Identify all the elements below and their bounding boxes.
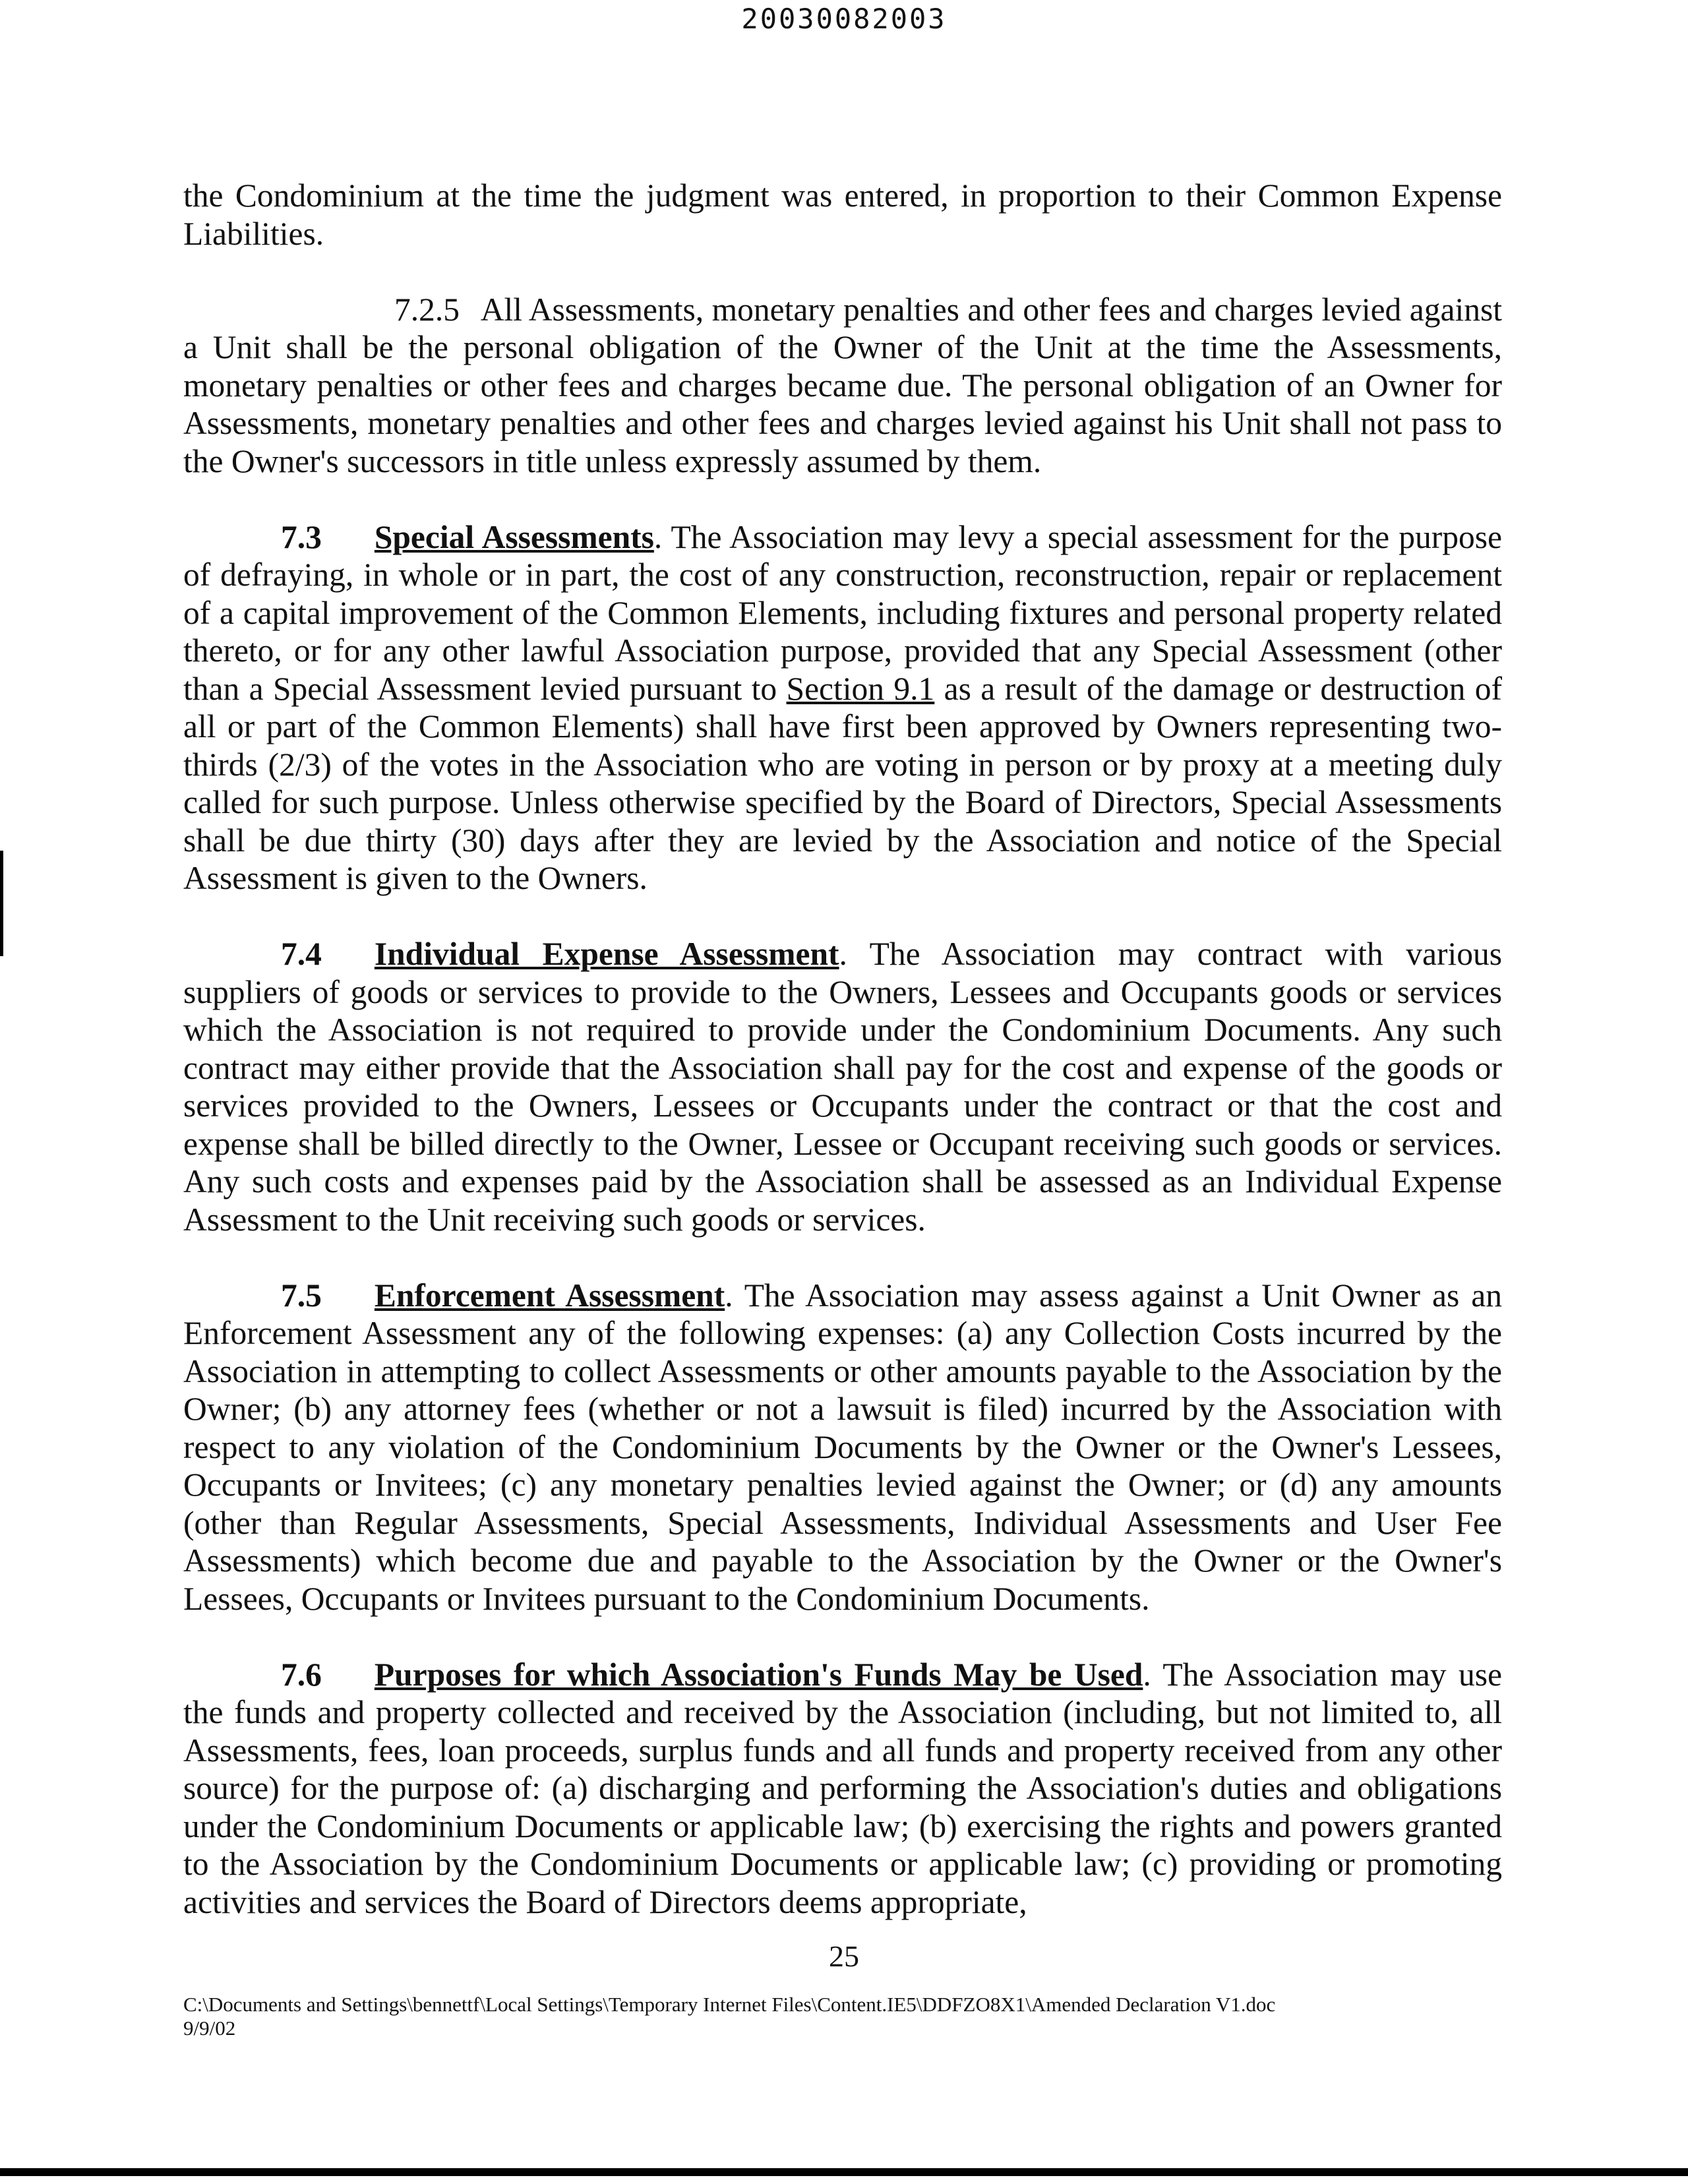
document-number: 20030082003 [741, 3, 947, 35]
section-7-3 [183, 518, 1502, 897]
section-number: 7.6 [281, 1656, 322, 1693]
section-number: 7.3 [281, 518, 322, 555]
scan-edge-mark [0, 851, 3, 956]
page-number: 25 [829, 1939, 859, 1973]
paragraph-text: . The Association may assess against a Unit Owner as an Enforcement Assessment any of the following expenses: (a) any Collection Costs incurred by the Association in attempting to collect Assessments or other amounts payable to the Association by the Owner; (b) any attorney fees (whether or not a lawsuit is filed) incurred by the Association with respect to any violation of the Condominium Documents by the Owner or the Owner's Lessees, Occupants or Invitees; (c) any monetary penalties levied against the Owner; or (d) any amounts (other than Regular Assessments, Special Assessments, Individual Assessments and User Fee Assessments) which become due and payable to the Association by the Owner or the Owner's Lessees, Occupants or Invitees pursuant to the Condominium Documents. [183, 1277, 1502, 1617]
section-heading: Enforcement Assessment [374, 1277, 725, 1314]
footer-date: 9/9/02 [183, 2017, 236, 2040]
scan-bottom-border [0, 2168, 1688, 2176]
paragraph-continuation [183, 177, 1502, 253]
section-heading: Special Assessments [374, 518, 654, 555]
section-reference: Section 9.1 [786, 670, 935, 707]
footer-file-path: C:\Documents and Settings\bennettf\Local Settings\Temporary Internet Files\Content.IE5\DDFZO8X1\Amended Declaration V1.doc [183, 1993, 1276, 2016]
paragraph-text: . The Association may use the funds and property collected and received by the Association (including, but not limited to, all Assessments, fees, loan proceeds, surplus funds and all funds and property received from any other source) for the purpose of: (a) discharging and performing the Association's duties and obligations under the Condominium Documents or applicable law; (b) exercising the rights and powers granted to the Association by the Condominium Documents or applicable law; (c) providing or promoting activities and services the Board of Directors deems appropriate, [183, 1656, 1502, 1920]
section-heading: Individual Expense Assessment [374, 936, 839, 972]
subsection-number: 7.2.5 [394, 291, 460, 328]
section-7-5 [183, 1277, 1502, 1618]
section-7-4 [183, 935, 1502, 1238]
paragraph-text: All Assessments, monetary penalties and other fees and charges levied against a Unit shall be the personal obligation of the Owner of the Unit at the time the Assessments, monetary penalties or other fees and charges became due. The personal obligation of an Owner for Assessments, monetary penalties and other fees and charges levied against his Unit shall not pass to the Owner's successors in title unless expressly assumed by them. [183, 291, 1502, 479]
paragraph-7-2-5 [183, 291, 1502, 481]
section-number: 7.4 [281, 936, 322, 972]
section-7-6 [183, 1656, 1502, 1922]
document-body [183, 177, 1502, 1959]
paragraph-text: as a result of the damage or destruction of all or part of the Common Elements) shall have first been approved by Owners representing two-thirds (2/3) of the votes in the Association who are voting in person or by proxy at a meeting duly called for such purpose. Unless otherwise specified by the Board of Directors, Special Assessments shall be due thirty (30) days after they are levied by the Association and notice of the Special Assessment is given to the Owners. [183, 670, 1503, 896]
section-number: 7.5 [281, 1277, 322, 1314]
section-heading: Purposes for which Association's Funds May be Used [374, 1656, 1143, 1693]
paragraph-text: . The Association may contract with various suppliers of goods or services to provide to the Owners, Lessees and Occupants goods or services which the Association is not required to provide under the Condominium Documents. Any such contract may either provide that the Association shall pay for the cost and expense of the goods or services provided to the Owners, Lessees or Occupants under the contract or that the cost and expense shall be billed directly to the Owner, Lessee or Occupant receiving such goods or services. Any such costs and expenses paid by the Association shall be assessed as an Individual Expense Assessment to the Unit receiving such goods or services. [183, 936, 1502, 1238]
paragraph-text: . The Association may levy a special assessment for the purpose of defraying, in whole or in part, the cost of any construction, reconstruction, repair or replacement of a capital improvement of the Common Elements, including fixtures and personal property related thereto, or for any other lawful Association purpose, provided that any Special Assessment (other than a Special Assessment levied pursuant to [183, 518, 1503, 707]
paragraph-text: the Condominium at the time the judgment was entered, in proportion to their Common Expense Liabilities. [183, 177, 1502, 252]
